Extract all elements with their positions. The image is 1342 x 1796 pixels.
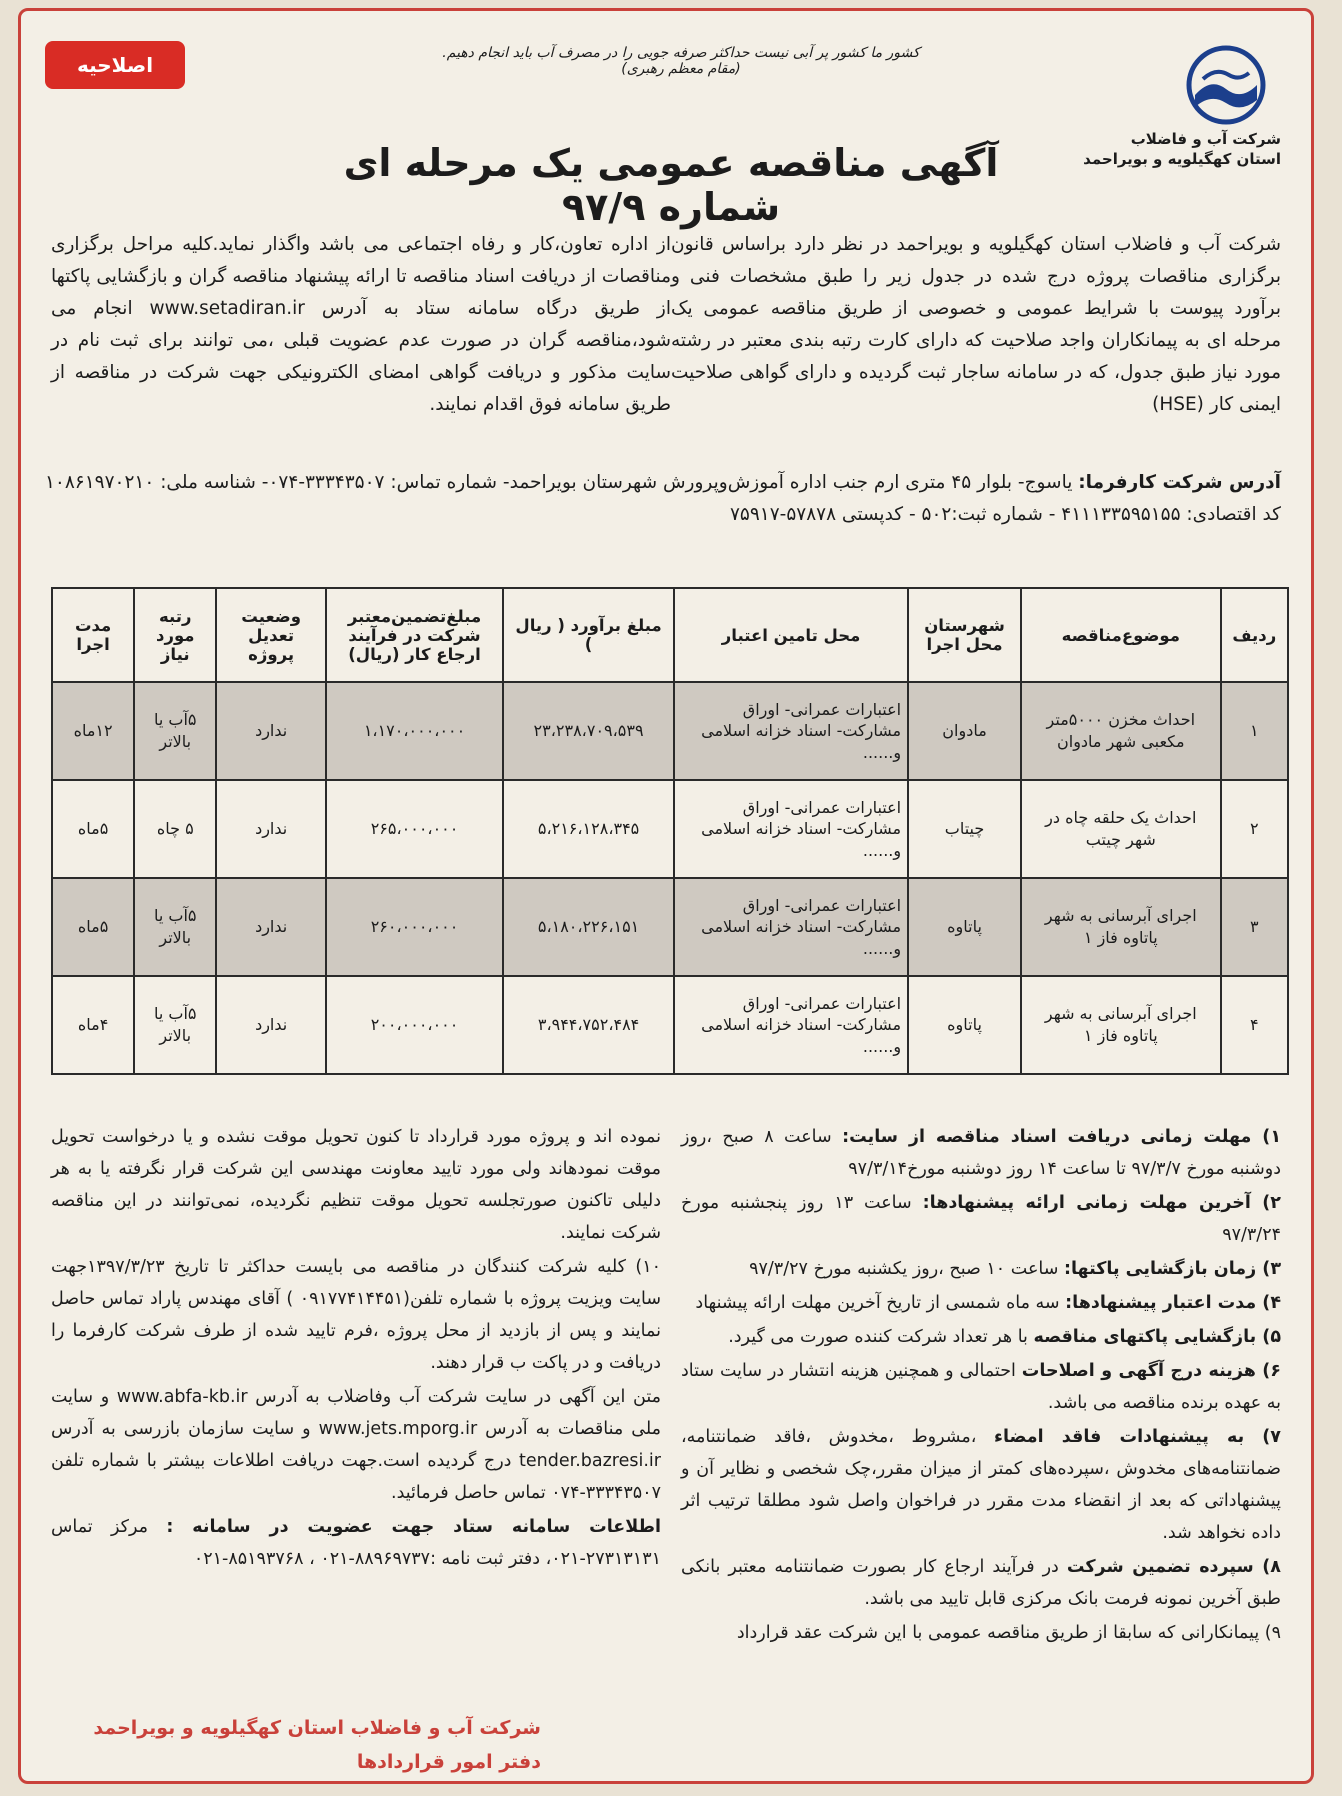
cell-row-number: ۳ xyxy=(1221,878,1288,976)
cell-row-number: ۲ xyxy=(1221,780,1288,878)
amendment-badge: اصلاحیه xyxy=(45,41,185,89)
table-row xyxy=(52,878,1288,976)
cell-estimate: ۲۳،۲۳۸،۷۰۹،۵۳۹ xyxy=(503,682,674,780)
cell-subject: اجرای آبرسانی به شهر پاتاوه فاز ۱ xyxy=(1021,878,1221,976)
issuer-signature xyxy=(61,1711,541,1779)
conditions-left-column xyxy=(51,1121,661,1577)
cell-city: پاتاوه xyxy=(908,878,1021,976)
cell-funding: اعتبارات عمرانی- اوراق مشارکت- اسناد خزانه اسلامی و...... xyxy=(674,780,908,878)
cell-funding: اعتبارات عمرانی- اوراق مشارکت- اسناد خزانه اسلامی و...... xyxy=(674,878,908,976)
cell-subject: احداث یک حلقه چاه در شهر چیتب xyxy=(1021,780,1221,878)
condition-3: ۳) زمان بازگشایی پاکتها: ساعت ۱۰ صبح ،روز یکشنبه مورخ ۹۷/۳/۲۷ xyxy=(749,1259,1281,1279)
cell-guarantee: ۲۶۵،۰۰۰،۰۰۰ xyxy=(326,780,503,878)
table-header-row xyxy=(52,588,1288,682)
cell-city: چیتاب xyxy=(908,780,1021,878)
condition-4: ۴) مدت اعتبار پیشنهادها: سه ماه شمسی از تاریخ آخرین مهلت ارائه پیشنهاد xyxy=(695,1293,1281,1313)
tender-notice-page xyxy=(18,8,1314,1784)
col-header-rank: رتبه مورد نیاز xyxy=(134,588,216,682)
cell-rank: ۵آب یا بالاتر xyxy=(134,878,216,976)
intro-paragraph-right: شرکت آب و فاضلاب استان کهگیلویه و بویراحمد در نظر دارد براساس قانون برگزاری مناقصات پروژه درج شده در جدول زیر را طبق مشخصات فنی و برآورد پیوست با شرایط عمومی و خصوصی از طریق مناقصه عمومی یک مرحله ای به پیمانکاران واجد صلاحیت که دارای کارت رتبه بندی معتبر در رشته مورد نیاز طبق جدول، که در سامانه ساجار ثبت گردیده و دارای گواهی صلاحیت ایمنی کار (HSE) xyxy=(671,234,1281,415)
col-header-guarantee: مبلغ‌تضمین‌معتبر شرکت در فرآیند ارجاع کار (ریال) xyxy=(326,588,503,682)
cell-rank: ۵ چاه xyxy=(134,780,216,878)
col-header-city: شهرستان محل اجرا xyxy=(908,588,1021,682)
cell-estimate: ۳،۹۴۴،۷۵۲،۴۸۴ xyxy=(503,976,674,1074)
tender-table xyxy=(51,587,1289,1075)
water-company-logo-icon xyxy=(1181,45,1271,125)
col-header-subject: موضوع‌مناقصه xyxy=(1021,588,1221,682)
intro-paragraph-left: از اداره تعاون،کار و رفاه اجتماعی می باشد واگذار نماید.کلیه مراحل برگزاری مناقصات از دریافت اسناد مناقصه تا ارائه پیشنهاد مناقصه گران و بازگشایی پاکتها از طریق درگاه سامانه ستاد به آدرس www.setadiran.ir انجام می شود،مناقصه گران در صورت عدم عضویت قبلی ،می توانند برای ثبت نام در سایت مذکور و دریافت گواهی امضای الکترونیکی جهت شرکت در مناقصه از طریق سامانه فوق اقدام نمایند. xyxy=(51,234,671,415)
cell-city: پاتاوه xyxy=(908,976,1021,1074)
cell-rank: ۵آب یا بالاتر xyxy=(134,976,216,1074)
condition-2: ۲) آخرین مهلت زمانی ارائه پیشنهادها: ساعت ۱۳ روز پنجشنبه مورخ ۹۷/۳/۲۴ xyxy=(681,1193,1281,1245)
condition-9: ۹) پیمانکارانی که سابقا از طریق مناقصه عمومی با این شرکت عقد قرارداد xyxy=(736,1623,1281,1643)
address-label: آدرس شرکت کارفرما: xyxy=(1078,472,1281,493)
table-row xyxy=(52,780,1288,878)
cell-row-number: ۱ xyxy=(1221,682,1288,780)
condition-6: ۶) هزینه درج آگهی و اصلاحات احتمالی و همچنین هزینه انتشار در سایت ستاد به عهده برنده مناقصه می باشد. xyxy=(681,1361,1281,1413)
table-row xyxy=(52,976,1288,1074)
cell-duration: ۵ماه xyxy=(52,780,134,878)
motto-quote: کشور ما کشور پر آبی نیست حداکثر صرفه جویی را در مصرف آب باید انجام دهیم. (مقام معظم رهبری) xyxy=(442,45,920,77)
col-header-row-number: ردیف xyxy=(1221,588,1288,682)
col-header-estimate: مبلغ برآورد ( ریال ) xyxy=(503,588,674,682)
cell-estimate: ۵،۲۱۶،۱۲۸،۳۴۵ xyxy=(503,780,674,878)
cell-city: مادوان xyxy=(908,682,1021,780)
issuer-office: دفتر امور قراردادها xyxy=(356,1751,541,1773)
cell-estimate: ۵،۱۸۰،۲۲۶،۱۵۱ xyxy=(503,878,674,976)
company-name: شرکت آب و فاضلاب استان کهگیلویه و بویراحمد xyxy=(1083,130,1281,169)
cell-adjustment: ندارد xyxy=(216,780,326,878)
cell-duration: ۱۲ماه xyxy=(52,682,134,780)
setad-info: اطلاعات سامانه ستاد جهت عضویت در سامانه : مرکز تماس ۲۷۳۱۳۱۳۱-۰۲۱، دفتر ثبت نامه :۸۸۹۶۹۷۳۷-۰۲۱ ، ۸۵۱۹۳۷۶۸-۰۲۱ xyxy=(51,1517,661,1569)
condition-8: ۸) سپرده تضمین شرکت در فرآیند ارجاع کار بصورت ضمانتنامه معتبر بانکی طبق آخرین نمونه فرمت بانک مرکزی قابل تایید می باشد. xyxy=(681,1557,1281,1609)
employer-address xyxy=(45,467,1281,531)
notice-title: آگهی مناقصه عمومی یک مرحله ای شماره ۹۷/۹ xyxy=(343,141,999,229)
cell-adjustment: ندارد xyxy=(216,878,326,976)
cell-guarantee: ۲۶۰،۰۰۰،۰۰۰ xyxy=(326,878,503,976)
conditions-right-column xyxy=(681,1121,1281,1651)
cell-rank: ۵آب یا بالاتر xyxy=(134,682,216,780)
cell-subject: اجرای آبرسانی به شهر پاتاوه فاز ۱ xyxy=(1021,976,1221,1074)
cell-row-number: ۴ xyxy=(1221,976,1288,1074)
col-header-adjustment: وضعیت تعدیل پروژه xyxy=(216,588,326,682)
cell-duration: ۵ماه xyxy=(52,878,134,976)
cell-guarantee: ۱،۱۷۰،۰۰۰،۰۰۰ xyxy=(326,682,503,780)
cell-adjustment: ندارد xyxy=(216,682,326,780)
condition-5: ۵) بازگشایی پاکتهای مناقصه با هر تعداد شرکت کننده صورت می گیرد. xyxy=(728,1327,1281,1347)
cell-subject: احداث مخزن ۵۰۰۰متر مکعبی شهر مادوان xyxy=(1021,682,1221,780)
issuer-company: شرکت آب و فاضلاب استان کهگیلویه و بویراحمد xyxy=(93,1717,541,1739)
condition-10: ۱۰) کلیه شرکت کنندگان در مناقصه می بایست حداکثر تا تاریخ ۱۳۹۷/۳/۲۳جهت سایت ویزیت پروژه با شماره تلفن(۰۹۱۷۷۴۱۴۴۵۱ ) آقای مهندس پاراد تماس حاصل نمایند و پس از بازدید از محل پروژه ،فرم تایید شده از طرف شرکت کارفرما را دریافت و در پاکت ب قرار دهند. xyxy=(51,1257,662,1373)
cell-adjustment: ندارد xyxy=(216,976,326,1074)
table-row xyxy=(52,682,1288,780)
col-header-funding: محل تامین اعتبار xyxy=(674,588,908,682)
condition-1: ۱) مهلت زمانی دریافت اسناد مناقصه از سایت: ساعت ۸ صبح ،روز دوشنبه مورخ ۹۷/۳/۷ تا ساعت ۱۴ روز دوشنبه مورخ۹۷/۳/۱۴ xyxy=(681,1127,1281,1179)
condition-7: ۷) به پیشنهادات فاقد امضاء ،مشروط ،مخدوش ،فاقد ضمانتنامه، ضمانتنامه‌های مخدوش ،سپرده‌های کمتر از میزان مقرر،چک شخصی و نظایر آن و پیشنهاداتی که بعد از انقضاء مدت مقرر در فراخوان واصل شود مطلقا ترتیب اثر داده نخواهد شد. xyxy=(681,1427,1281,1543)
col-header-duration: مدت اجرا xyxy=(52,588,134,682)
condition-9-continued: نموده اند و پروژه مورد قرارداد تا کنون تحویل موقت نشده و یا درخواست تحویل موقت نمودهاند ولی مورد تایید معاونت مهندسی این شرکت قرار نگرفته یا به هر دلیلی تاکنون صورتجلسه تحویل موقت تنظیم نگردیده، نمی‌توانند در این مناقصه شرکت نمایند. xyxy=(51,1127,661,1243)
cell-funding: اعتبارات عمرانی- اوراق مشارکت- اسناد خزانه اسلامی و...... xyxy=(674,976,908,1074)
cell-guarantee: ۲۰۰،۰۰۰،۰۰۰ xyxy=(326,976,503,1074)
address-text: یاسوج- بلوار ۴۵ متری ارم جنب اداره آموزش‌وپرورش شهرستان بویراحمد- شماره تماس: ۳۳۳۴۳۵۰۷-۰۷۴- شناسه ملی: ۱۰۸۶۱۹۷۰۲۱۰ کد اقتصادی: ۴۱۱۱۳۳۵۹۵۱۵۵ - شماره ثبت:۵۰۲ - کدپستی ۵۷۸۷۸-۷۵۹۱۷ xyxy=(45,472,1281,525)
websites-notice: متن این آگهی در سایت شرکت آب وفاضلاب به آدرس www.abfa-kb.ir و سایت ملی مناقصات به آدرس www.jets.mporg.ir و سایت سازمان بازرسی به آدرس tender.bazresi.ir درج گردیده است.جهت دریافت اطلاعات بیشتر با شماره تلفن ۳۳۳۴۳۵۰۷-۰۷۴ تماس حاصل فرمائید. xyxy=(51,1387,661,1503)
cell-duration: ۴ماه xyxy=(52,976,134,1074)
cell-funding: اعتبارات عمرانی- اوراق مشارکت- اسناد خزانه اسلامی و...... xyxy=(674,682,908,780)
